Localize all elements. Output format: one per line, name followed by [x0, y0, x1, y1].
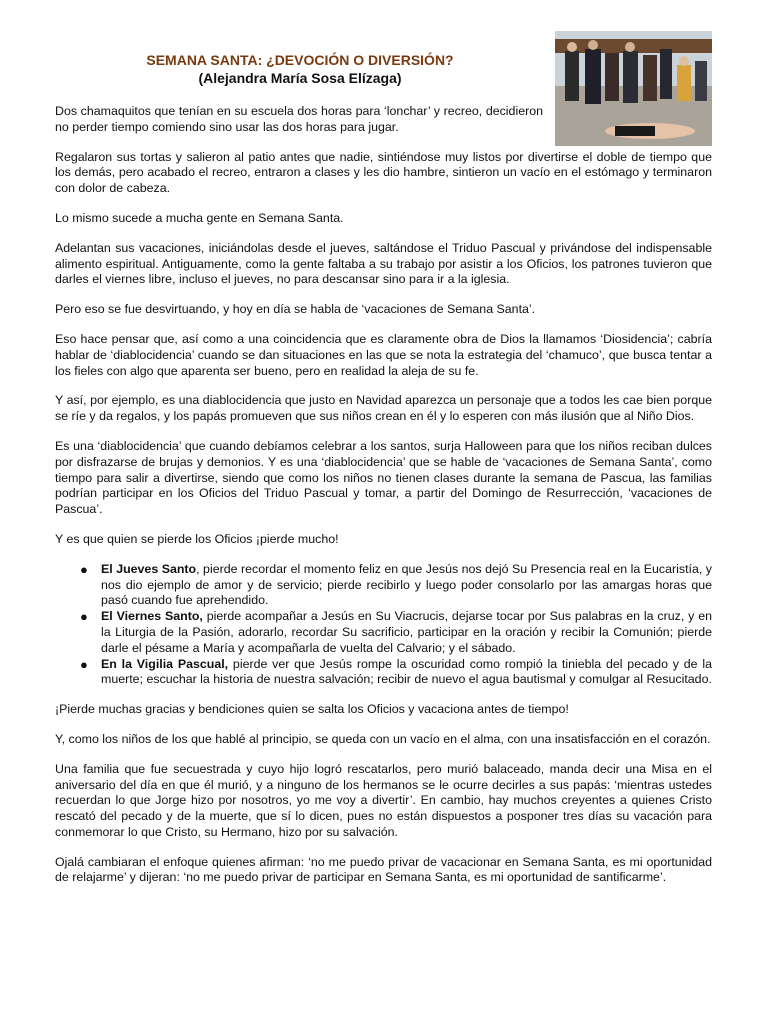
- paragraph: Y, como los niños de los que hablé al principio, se queda con un vacío en el alma, con una insatisfacción en el corazón.: [55, 731, 711, 746]
- list-item-text: pierde acompañar a Jesús en Su Viacrucis, dejarse tocar por Sus palabras en la cruz, y en la Liturgia de la Pasión, adorarlo, recordar Su sacrificio, participar en la oración y recibir la Comunión; pierde darle el pésame a María y acompañarla de vuelta del Calvario; y el sábado.: [101, 609, 712, 655]
- list-item-term: En la Vigilia Pascual,: [101, 656, 229, 671]
- author-line: (Alejandra María Sosa Elízaga): [198, 70, 402, 86]
- paragraph: Y es que quien se pierde los Oficios ¡pierde mucho!: [55, 531, 339, 546]
- page-title: SEMANA SANTA: ¿DEVOCIÓN O DIVERSIÓN?: [146, 52, 454, 68]
- paragraph: Y así, por ejemplo, es una diablocidencia que justo en Navidad aparezca un personaje que a todos les cae bien porque se ríe y da regalos, y los papás promueven que sus niños crean en él y lo esperen con más ilusión que al Niño Dios.: [55, 393, 712, 424]
- article-body: [55, 104, 712, 886]
- list-item-text: pierde ver que Jesús rompe la oscuridad como rompió la tiniebla del pecado y de la muerte; escuchar la historia de nuestra salvación; recibir de nuevo el agua bautismal y comulgar al Resucitado.: [101, 656, 712, 687]
- paragraph: Una familia que fue secuestrada y cuyo hijo logró rescatarlos, pero murió balaceado, manda decir una Misa en el aniversario del día en que él murió, y a ninguno de los hermanos se le ocurre decirles a sus papás: ‘mientras ustedes recuerdan lo que Jorge hizo por nosotros, yo me voy a divertir’. En cambio, hay muchos creyentes a quienes Cristo rescató del pecado y de la muerte, que sí lo dicen, pues no están dispuestos a posponer tres días su vacación para conmemorar lo que Cristo, su Hermano, hizo por su salvación.: [55, 761, 712, 839]
- paragraph: Dos chamaquitos que tenían en su escuela dos horas para ‘lonchar’ y recreo, decidieron no perder tiempo comiendo sino usar las dos horas para jugar.: [55, 104, 543, 134]
- bullet-icon: ●: [80, 656, 88, 672]
- paragraph: Es una ‘diablocidencia’ que cuando debíamos celebrar a los santos, surja Halloween para que los niños reciban dulces por disfrazarse de brujas y demonios. Y es una ‘diablocidencia’ que se hable de ‘vacaciones de Semana Santa’, como tiempo para salir a divertirse, siendo que como los niños no tienen clases durante la semana de Pascua, las familias podrían participar en los Oficios del Triduo Pascual y tomar, a partir del Domingo de Resurrección, ‘vacaciones de Pascua’.: [55, 438, 712, 517]
- paragraph: Adelantan sus vacaciones, iniciándolas desde el jueves, saltándose el Triduo Pascual y privándose del indispensable alimento espiritual. Antiguamente, como la gente faltaba a su trabajo por asistir a los Oficios, los patrones tuvieron que darles el viernes libre, incluso el jueves, no para descansar sino para ir a la iglesia.: [55, 240, 712, 287]
- paragraph: Lo mismo sucede a mucha gente en Semana Santa.: [55, 210, 344, 225]
- paragraph: Eso hace pensar que, así como a una coincidencia que es claramente obra de Dios la llamamos ‘Diosidencia’; cabría hablar de ‘diablocidencia’ cuando se dan situaciones en las que se nota la estrategia del ‘chamuco’, que busca tentar a los fieles con algo que aparenta ser bueno, pero en realidad la aleja de su fe.: [55, 331, 712, 378]
- paragraph: Regalaron sus tortas y salieron al patio antes que nadie, sintiéndose muy listos por divertirse el doble de tiempo que los demás, pero acabado el recreo, entraron a clases y les dio hambre, sintieron un vacío en el estómago y terminaron con dolor de cabeza.: [55, 149, 712, 196]
- document-page: [55, 0, 712, 900]
- list-item-term: El Viernes Santo,: [101, 609, 203, 624]
- offices-list: [55, 562, 712, 688]
- bullet-icon: ●: [80, 561, 88, 577]
- list-item: [80, 656, 712, 689]
- list-item: [80, 609, 712, 656]
- procession-photo-icon: [555, 31, 712, 146]
- header: [55, 0, 712, 104]
- paragraph: ¡Pierde muchas gracias y bendiciones quien se salta los Oficios y vacaciona antes de tiempo!: [55, 702, 569, 717]
- paragraph: Pero eso se fue desvirtuando, y hoy en día se habla de ‘vacaciones de Semana Santa’.: [55, 302, 536, 317]
- list-item-term: El Jueves Santo: [101, 561, 197, 576]
- paragraph: Ojalá cambiaran el enfoque quienes afirman: ‘no me puedo privar de vacacionar en Semana Santa, es mi oportunidad de relajarme’ y dijeran: ‘no me puedo privar de participar en Semana Santa, es mi oportunidad de santificarme’.: [55, 854, 712, 885]
- procession-photo: [555, 31, 712, 146]
- bullet-icon: ●: [80, 609, 88, 625]
- list-item: [80, 561, 712, 609]
- list-item-text: , pierde recordar el momento feliz en que Jesús nos dejó Su Presencia real en la Eucaristía, y nos dio ejemplo de amor y de servicio; pierde recibirlo y luego poder consolarlo por las amargas horas que pasó cuando fue aprehendido.: [101, 561, 712, 608]
